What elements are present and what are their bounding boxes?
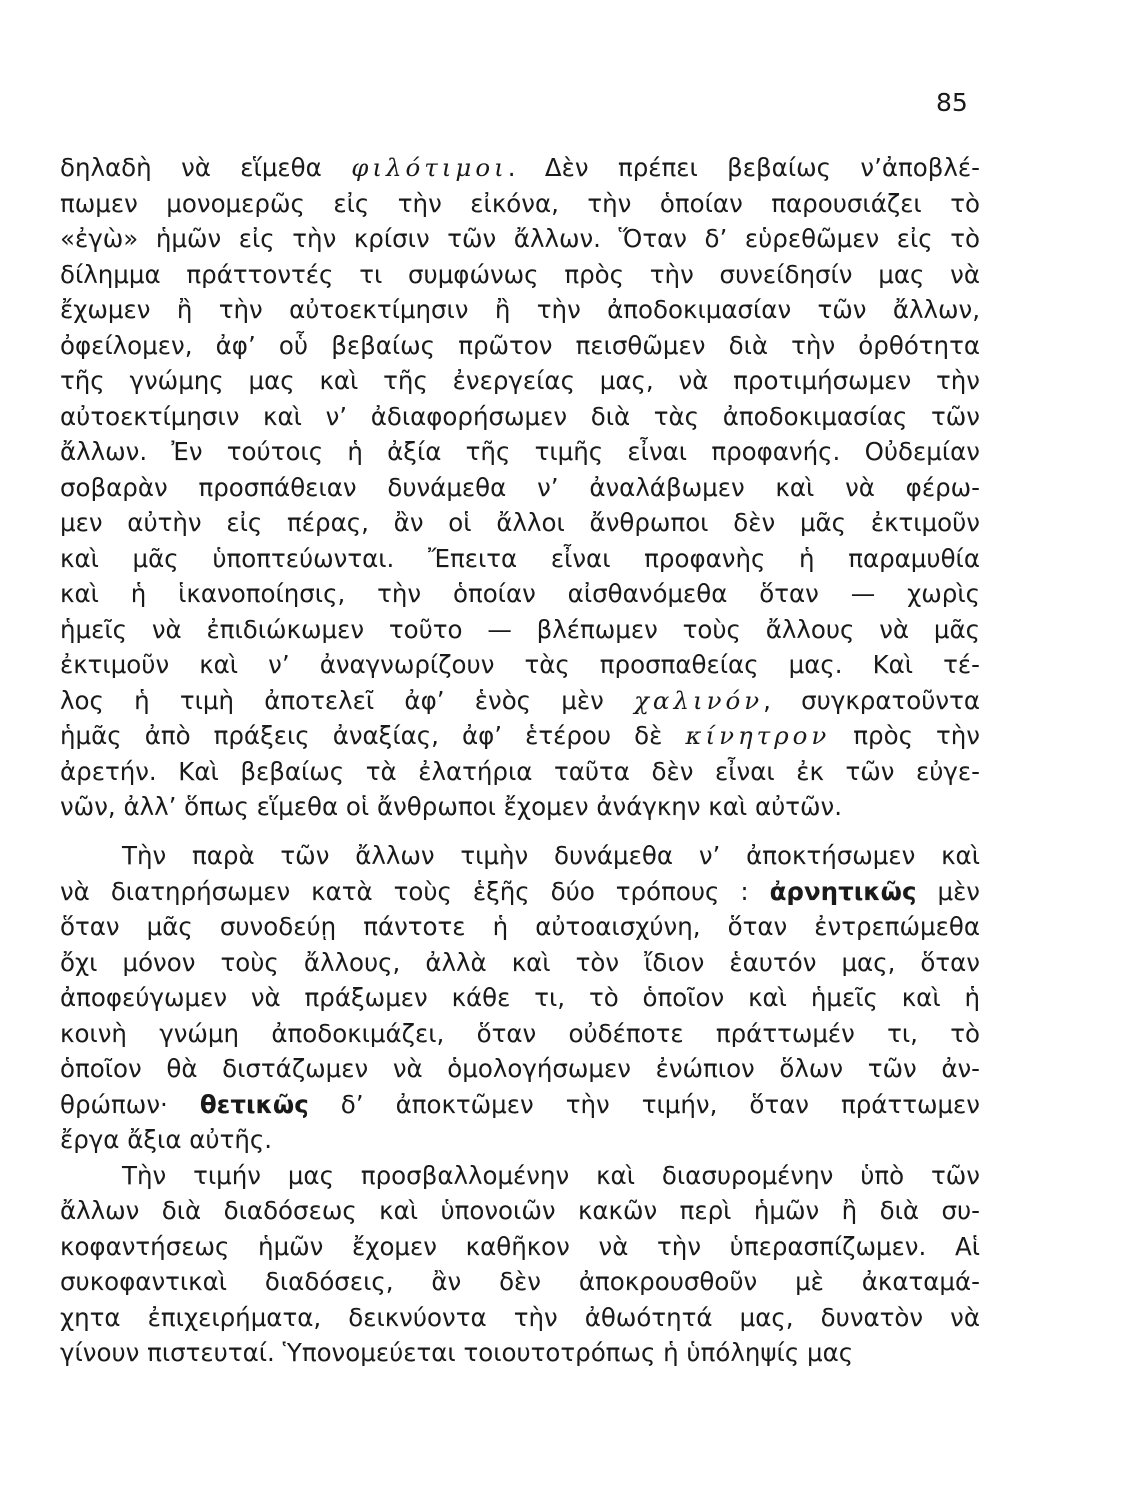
- text-line: [60, 1087, 980, 1123]
- text-line: [60, 1335, 980, 1371]
- text-line: [60, 1051, 980, 1087]
- text-segment: νὰ διατηρήσωμεν κατὰ τοὺς ἑξῆς δύο τρόπους :: [60, 876, 770, 906]
- text-segment: ἀποφεύγωμεν νὰ πράξωμεν κάθε τι, τὸ ὁποῖον καὶ ἡμεῖς καὶ ἡ: [60, 983, 980, 1012]
- text-line: [60, 221, 980, 257]
- text-segment: ἔχωμεν ἢ τὴν αὐτοεκτίμησιν ἢ τὴν ἀποδοκιμασίαν τῶν ἄλλων,: [60, 295, 980, 324]
- text-line: [60, 363, 980, 399]
- text-segment: ἔργα ἄξια αὐτῆς.: [60, 1125, 273, 1154]
- text-segment: αὐτοεκτίμησιν καὶ ν’ ἀδιαφορήσωμεν διὰ τὰς ἀποδοκιμασίας τῶν: [60, 401, 980, 431]
- text-segment: μὲν: [916, 876, 980, 906]
- text-segment: δίλημμα πράττοντές τι συμφώνως πρὸς τὴν συνείδησίν μας νὰ: [60, 259, 980, 289]
- text-line: [60, 1122, 980, 1158]
- text-line: [60, 945, 980, 981]
- text-segment: θρώπων·: [60, 1089, 200, 1119]
- text-segment: πωμεν μονομερῶς εἰς τὴν εἰκόνα, τὴν ὁποίαν παρουσιάζει τὸ: [60, 188, 980, 218]
- text-segment: μεν αὐτὴν εἰς πέρας, ἂν οἱ ἄλλοι ἄνθρωποι δὲν μᾶς ἐκτιμοῦν: [60, 508, 980, 537]
- text-segment: , συγκρατοῦντα: [763, 685, 980, 715]
- paragraph-2: [60, 838, 980, 1371]
- text-segment: λος ἡ τιμὴ ἀποτελεῖ ἀφ’ ἑνὸς μὲν: [60, 685, 635, 715]
- text-line: [60, 399, 980, 435]
- text-line: [60, 470, 980, 506]
- text-segment: γίνουν πιστευταί. Ὑπονομεύεται τοιουτοτρόπως ἡ ὑπόληψίς μας: [60, 1338, 854, 1367]
- text-segment: Τὴν τιμήν μας προσβαλλομένην καὶ διασυρομένην ὑπὸ τῶν: [122, 1160, 980, 1190]
- text-segment: πρὸς τὴν: [830, 721, 980, 750]
- text-line: [60, 1300, 980, 1336]
- text-segment: συκοφαντικαὶ διαδόσεις, ἂν δὲν ἀποκρουσθοῦν μὲ ἀκαταμά-: [60, 1267, 980, 1296]
- text-line: [60, 789, 980, 825]
- text-segment: «ἐγὼ» ἡμῶν εἰς τὴν κρίσιν τῶν ἄλλων. Ὅταν δ’ εὑρεθῶμεν εἰς τὸ: [60, 224, 980, 253]
- text-line: [60, 1016, 980, 1052]
- text-line: [60, 434, 980, 470]
- text-line: [60, 874, 980, 910]
- page-number: 85: [936, 88, 968, 117]
- text-segment: τῆς γνώμης μας καὶ τῆς ἐνεργείας μας, νὰ προτιμήσωμεν τὴν: [60, 366, 980, 395]
- text-line: [60, 647, 980, 683]
- bold-emphasis-word: ἀρνητικῶς: [769, 876, 917, 906]
- text-line: [60, 328, 980, 364]
- text-line: [60, 505, 980, 541]
- text-segment: ἄλλων διὰ διαδόσεως καὶ ὑπονοιῶν κακῶν περὶ ἡμῶν ἢ διὰ συ-: [60, 1196, 980, 1225]
- text-line: [60, 980, 980, 1016]
- text-segment: σοβαρὰν προσπάθειαν δυνάμεθα ν’ ἀναλάβωμεν καὶ νὰ φέρω-: [60, 472, 980, 502]
- paragraph-1: [60, 150, 980, 825]
- text-segment: ἄλλων. Ἐν τούτοις ἡ ἀξία τῆς τιμῆς εἶναι προφανής. Οὐδεμίαν: [60, 437, 980, 466]
- text-line: [60, 838, 980, 874]
- text-segment: ἀρετήν. Καὶ βεβαίως τὰ ἐλατήρια ταῦτα δὲν εἶναι ἐκ τῶν εὐγε-: [60, 756, 980, 786]
- text-line: [60, 150, 980, 186]
- text-segment: ὁποῖον θὰ διστάζωμεν νὰ ὁμολογήσωμεν ἐνώπιον ὅλων τῶν ἀν-: [60, 1054, 980, 1083]
- text-line: [60, 754, 980, 790]
- text-segment: ἡμᾶς ἀπὸ πράξεις ἀναξίας, ἀφ’ ἑτέρου δὲ: [60, 721, 686, 750]
- text-line: [60, 1193, 980, 1229]
- spaced-emphasis-word: χαλινόν: [634, 685, 764, 715]
- text-line: [60, 576, 980, 612]
- text-line: [60, 541, 980, 577]
- text-segment: ὅταν μᾶς συνοδεύῃ πάντοτε ἡ αὐτοαισχύνη, ὅταν ἐντρεπώμεθα: [60, 912, 980, 941]
- text-line: [60, 683, 980, 719]
- text-line: [60, 1158, 980, 1194]
- text-segment: ἐκτιμοῦν καὶ ν’ ἀναγνωρίζουν τὰς προσπαθείας μας. Καὶ τέ-: [60, 650, 980, 679]
- text-line: [60, 718, 980, 754]
- text-segment: κοινὴ γνώμη ἀποδοκιμάζει, ὅταν οὐδέποτε πράττωμέν τι, τὸ: [60, 1018, 980, 1048]
- text-segment: δ’ ἀποκτῶμεν τὴν τιμήν, ὅταν πράττωμεν: [308, 1089, 980, 1119]
- text-line: [60, 909, 980, 945]
- text-segment: κοφαντήσεως ἡμῶν ἔχομεν καθῆκον νὰ τὴν ὑπερασπίζωμεν. Αἱ: [60, 1231, 980, 1261]
- spaced-emphasis-word: φιλότιμοι: [351, 153, 508, 182]
- text-segment: ἡμεῖς νὰ ἐπιδιώκωμεν τοῦτο — βλέπωμεν τοὺς ἄλλους νὰ μᾶς: [60, 614, 980, 644]
- text-line: [60, 1264, 980, 1300]
- text-line: [60, 612, 980, 648]
- spaced-emphasis-word: κίνητρον: [685, 721, 831, 750]
- text-segment: δηλαδὴ νὰ εἵμεθα: [60, 153, 352, 182]
- bold-emphasis-word: θετικῶς: [199, 1089, 309, 1119]
- text-segment: καὶ ἡ ἱκανοποίησις, τὴν ὁποίαν αἰσθανόμεθα ὅταν — χωρὶς: [60, 579, 980, 608]
- text-segment: . Δὲν πρέπει βεβαίως ν’ἀποβλέ-: [507, 153, 980, 182]
- text-segment: χητα ἐπιχειρήματα, δεικνύοντα τὴν ἀθωότητά μας, δυνατὸν νὰ: [60, 1302, 980, 1332]
- text-line: [60, 257, 980, 293]
- text-segment: καὶ μᾶς ὑποπτεύωνται. Ἔπειτα εἶναι προφανὴς ἡ παραμυθία: [60, 543, 980, 573]
- text-line: [60, 292, 980, 328]
- text-line: [60, 186, 980, 222]
- text-segment: νῶν, ἀλλ’ ὅπως εἵμεθα οἱ ἄνθρωποι ἔχομεν ἀνάγκην καὶ αὐτῶν.: [60, 792, 843, 821]
- text-segment: Τὴν παρὰ τῶν ἄλλων τιμὴν δυνάμεθα ν’ ἀποκτήσωμεν καὶ: [122, 841, 980, 870]
- text-line: [60, 1229, 980, 1265]
- text-segment: ὄχι μόνον τοὺς ἄλλους, ἀλλὰ καὶ τὸν ἴδιον ἑαυτόν μας, ὅταν: [60, 947, 980, 977]
- text-segment: ὀφείλομεν, ἀφ’ οὗ βεβαίως πρῶτον πεισθῶμεν διὰ τὴν ὀρθότητα: [60, 330, 980, 360]
